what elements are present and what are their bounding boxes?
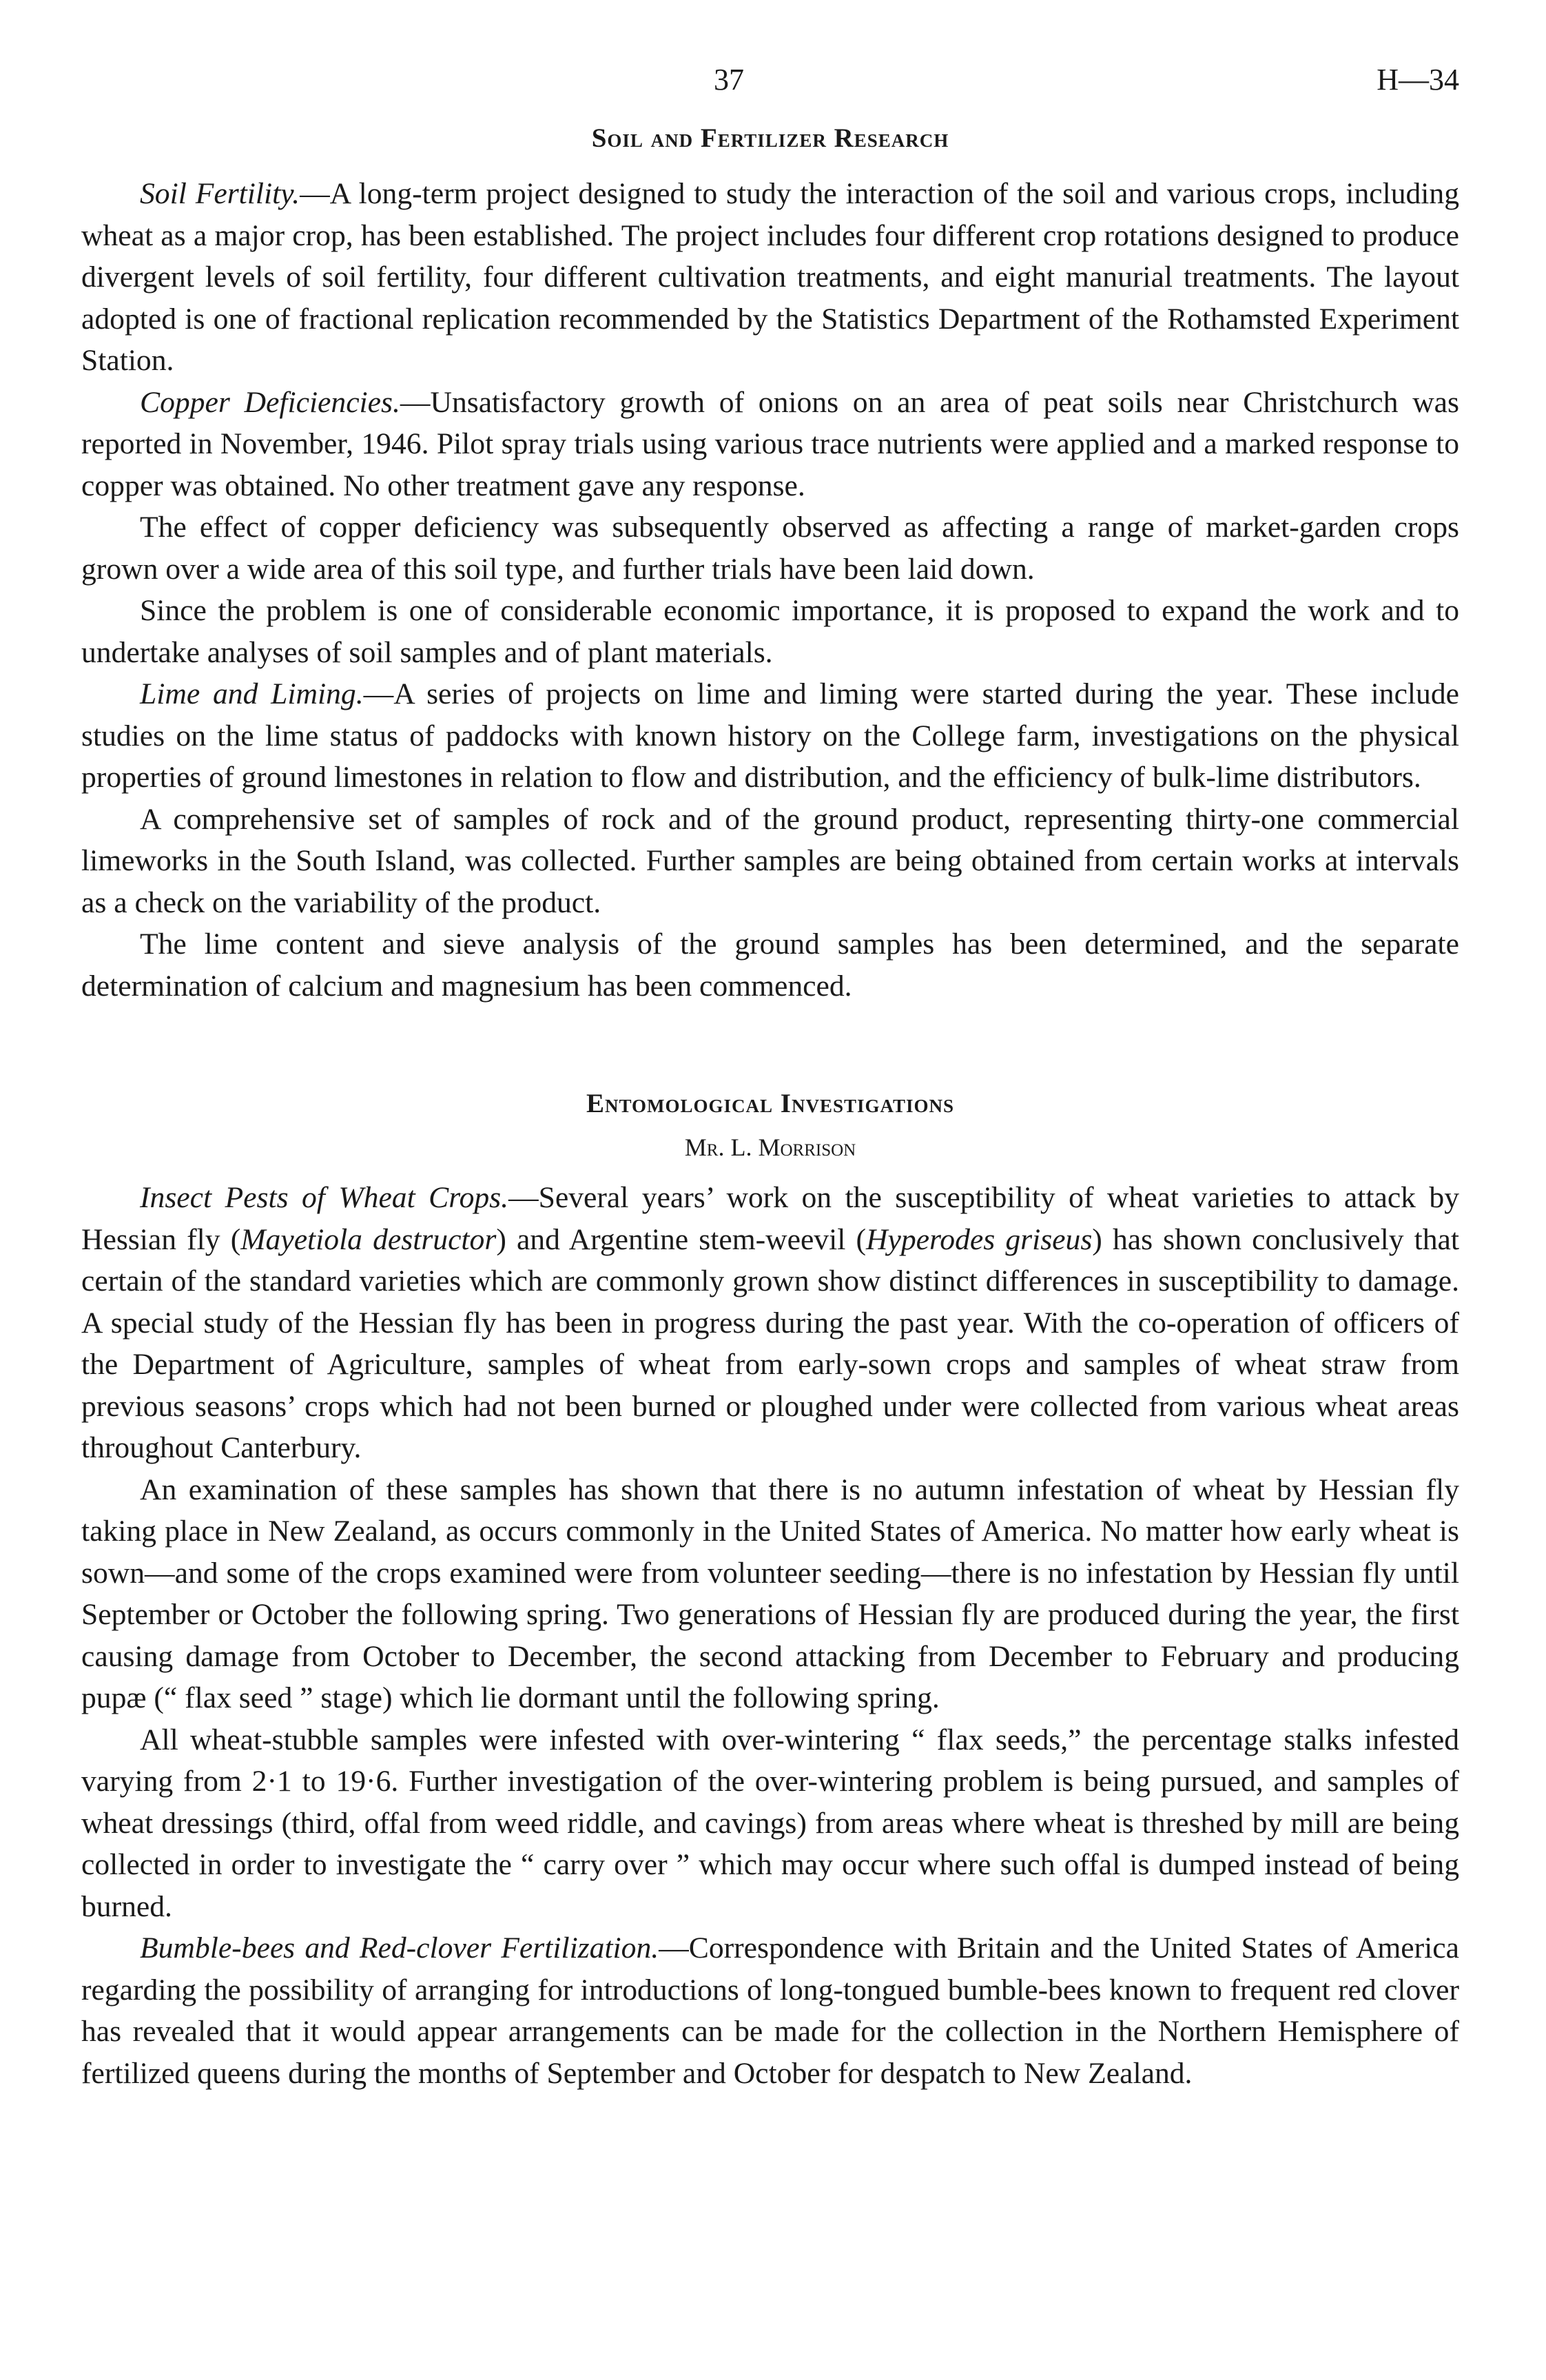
paragraph-limeworks-samples: A comprehensive set of samples of rock and of the ground product, representing thirty-one commercial limeworks in the South Island, was collected. Further samples are being obtained from certain works at intervals as a check on the variability of the product.: [81, 802, 1459, 919]
paragraph-wheat-stubble: All wheat-stubble samples were infested with over-wintering “ flax seeds,” the percentage stalks infested varying from 2·1 to 19·6. Further investigation of the over-wintering problem is being pursued, and samples of wheat dressings (third, offal from weed riddle, and cavings) from areas where wheat is threshed by mill are being collected in order to investigate the “ carry over ” which may occur where such offal is dumped instead of being burned.: [81, 1723, 1459, 1923]
subheading-insect-pests: Insect Pests of Wheat Crops.: [140, 1181, 509, 1214]
paragraph-text: —Several years’ work on the susceptibility of wheat varieties to attack by Hessian fly (: [81, 1181, 1459, 1256]
paragraph-soil-fertility: [81, 173, 1459, 382]
species-name-hessian-fly: Mayetiola destructor: [240, 1222, 497, 1256]
paragraph-text: —Correspondence with Britain and the United States of America regarding the possibility of arranging for introductions of long-tongued bumble-bees known to frequent red clover has revealed that it would appear arrangements can be made for the collection in the Northern Hemisphere of fertilized queens during the months of September and October for despatch to New Zealand.: [81, 1931, 1459, 2090]
species-name-stem-weevil: Hyperodes griseus: [865, 1222, 1093, 1256]
paragraph-samples-examination: An examination of these samples has shown that there is no autumn infestation of wheat by Hessian fly taking place in New Zealand, as occurs commonly in the United States of America. No matter how early wheat is sown—and some of the crops examined were from volunteer seeding—there is no infestation by Hessian fly until September or October the following spring. Two generations of Hessian fly are produced during the year, the first causing damage from October to December, the second attacking from December to February and producing pupæ (“ flax seed ” stage) which lie dormant until the following spring.: [81, 1473, 1459, 1714]
paragraph-bumble-bees: [81, 1927, 1459, 2094]
subheading-copper-deficiencies: Copper Deficiencies.: [140, 385, 400, 419]
paragraph-insect-pests: [81, 1177, 1459, 1469]
paragraph-text: —A long-term project designed to study the interaction of the soil and various crops, including wheat as a major crop, has been established. The project includes four different crop rotations designed to produce divergent levels of soil fertility, four different cultivation treatments, and eight manurial treatments. The layout adopted is one of fractional replication recommended by the Statistics Department of the Rothamsted Experiment Station.: [81, 177, 1459, 377]
section-byline: Mr. L. Morrison: [684, 1133, 856, 1161]
document-reference: H—34: [1377, 63, 1459, 96]
subheading-soil-fertility: Soil Fertility.: [140, 177, 300, 210]
paragraph-lime-content: The lime content and sieve analysis of the ground samples has been determined, and the separate determination of calcium and magnesium has been commenced.: [81, 927, 1459, 1003]
section-title-soil-fertilizer-research: Soil and Fertilizer Research: [591, 123, 949, 153]
paragraph-text: ) and Argentine stem-weevil (: [496, 1222, 866, 1256]
document-page: [81, 62, 1459, 2094]
paragraph-copper-effect: The effect of copper deficiency was subsequently observed as affecting a range of market-garden crops grown over a wide area of this soil type, and further trials have been laid down.: [81, 511, 1459, 586]
paragraph-text: ) has shown conclusively that certain of the standard varieties which are commonly grown show distinct differences in susceptibility to damage. A special study of the Hessian fly has been in progress during the past year. With the co-operation of officers of the Department of Agriculture, samples of wheat from early-sown crops and samples of wheat straw from previous seasons’ crops which had not been burned or ploughed under were collected from various wheat areas throughout Canterbury.: [81, 1222, 1459, 1464]
page-number: 37: [714, 63, 744, 96]
section-title-entomological-investigations: Entomological Investigations: [586, 1089, 955, 1118]
running-head: [81, 62, 1459, 117]
subheading-bumble-bees: Bumble-bees and Red-clover Fertilization.: [140, 1931, 659, 1964]
paragraph-lime-and-liming: [81, 673, 1459, 799]
paragraph-economic-importance: Since the problem is one of considerable economic importance, it is proposed to expand the work and to undertake analyses of soil samples and of plant materials.: [81, 594, 1459, 669]
paragraph-text: —A series of projects on lime and liming were started during the year. These include studies on the lime status of paddocks with known history on the College farm, investigations on the physical properties of ground limestones in relation to flow and distribution, and the efficiency of bulk-lime distributors.: [81, 677, 1459, 794]
paragraph-copper-deficiencies: [81, 382, 1459, 507]
paragraph-text: —Unsatisfactory growth of onions on an area of peat soils near Christchurch was reported in November, 1946. Pilot spray trials using various trace nutrients were applied and a marked response to copper was obtained. No other treatment gave any response.: [81, 385, 1459, 502]
subheading-lime-and-liming: Lime and Liming.: [140, 677, 364, 710]
